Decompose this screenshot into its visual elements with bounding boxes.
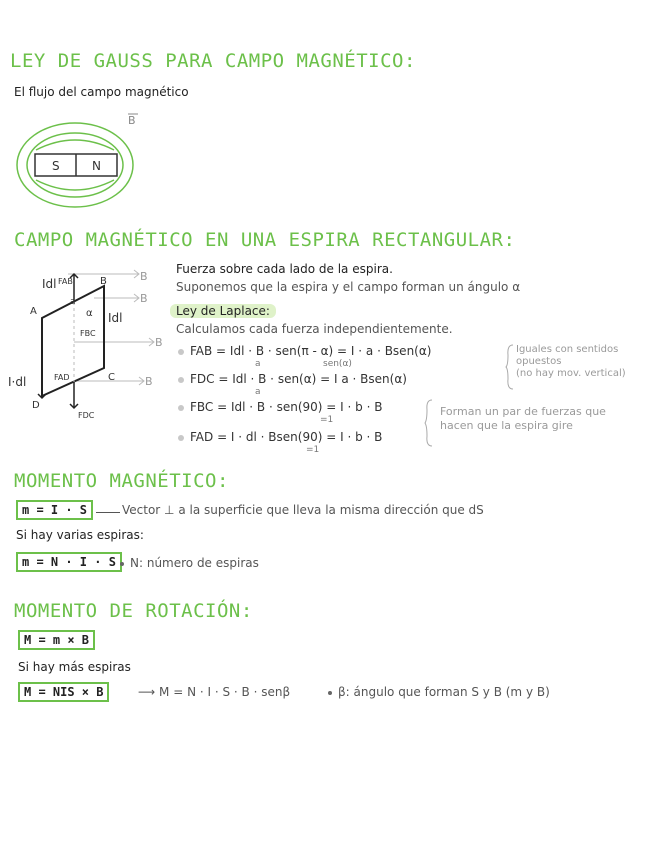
brace-2 [424, 398, 434, 448]
svg-text:B: B [140, 270, 148, 283]
svg-text:I·dl: I·dl [8, 375, 27, 389]
formula-fdc: FDC = Idl · B · sen(α) = I a · Bsen(α) [178, 372, 407, 386]
svg-text:FBC: FBC [80, 329, 96, 338]
note-iguales: Iguales con sentidos opuestos (no hay mov. vertical) [516, 344, 626, 379]
svg-text:a: a [70, 297, 76, 307]
momento-desc1: Vector ⊥ a la superficie que lleva la misma dirección que dS [122, 503, 484, 517]
espira-line2: Suponemos que la espira y el campo forman un ángulo α [176, 280, 521, 294]
arrow-line [96, 512, 120, 513]
svg-text:C: C [108, 372, 115, 383]
svg-text:B: B [100, 276, 107, 287]
gauss-subtitle: El flujo del campo magnético [14, 85, 189, 99]
formula-box-m-mxb: M = m × B [18, 630, 95, 650]
svg-text:FAD: FAD [54, 373, 70, 382]
brace-1 [505, 343, 515, 391]
laplace-desc: Calculamos cada fuerza independientemente. [176, 322, 453, 336]
magnet-field-diagram [8, 110, 158, 210]
svg-text:A: A [30, 306, 37, 317]
espira-diagram [4, 258, 172, 428]
svg-text:FAB: FAB [58, 277, 73, 286]
magnet-s-label: S [52, 159, 60, 173]
magnet-n-label: N [92, 159, 101, 173]
section-title-espira: CAMPO MAGNÉTICO EN UNA ESPIRA RECTANGULAR: [14, 229, 516, 251]
svg-text:Idl: Idl [108, 311, 123, 325]
svg-text:B: B [155, 336, 163, 349]
laplace-label: Ley de Laplace: [170, 304, 276, 318]
section-title-momento-magnetico: MOMENTO MAGNÉTICO: [14, 470, 229, 492]
momento-desc2: N: número de espiras [120, 556, 259, 570]
field-b-label: B [128, 114, 136, 127]
momento-line2: Si hay varias espiras: [16, 528, 144, 542]
section-title-gauss: LEY DE GAUSS PARA CAMPO MAGNÉTICO: [10, 50, 416, 72]
svg-text:B: B [140, 292, 148, 305]
formula-fad: FAD = I · dl · Bsen(90) = I · b · B [178, 430, 382, 444]
formula-box-m-is: m = I · S [16, 500, 93, 520]
section-title-momento-rotacion: MOMENTO DE ROTACIÓN: [14, 600, 253, 622]
formula-box-m-nisxb: M = NIS × B [18, 682, 109, 702]
svg-text:D: D [32, 400, 40, 411]
svg-text:Idl: Idl [42, 277, 57, 291]
formula-fab: FAB = Idl · B · sen(π - α) = I · a · Bsen(α) [178, 344, 431, 358]
svg-text:FDC: FDC [78, 411, 95, 420]
note-par: Forman un par de fuerzas que hacen que la espira gire [440, 405, 606, 432]
formula-box-m-nis: m = N · I · S [16, 552, 122, 572]
formula-fbc: FBC = Idl · B · sen(90) = I · b · B [178, 400, 382, 414]
svg-text:α: α [86, 308, 93, 319]
rotacion-desc3: β: ángulo que forman S y B (m y B) [328, 685, 550, 699]
svg-text:B: B [145, 375, 153, 388]
rotacion-line2: Si hay más espiras [18, 660, 131, 674]
rotacion-desc2: ⟶ M = N · I · S · B · senβ [138, 685, 291, 699]
espira-line1: Fuerza sobre cada lado de la espira. [176, 262, 393, 276]
